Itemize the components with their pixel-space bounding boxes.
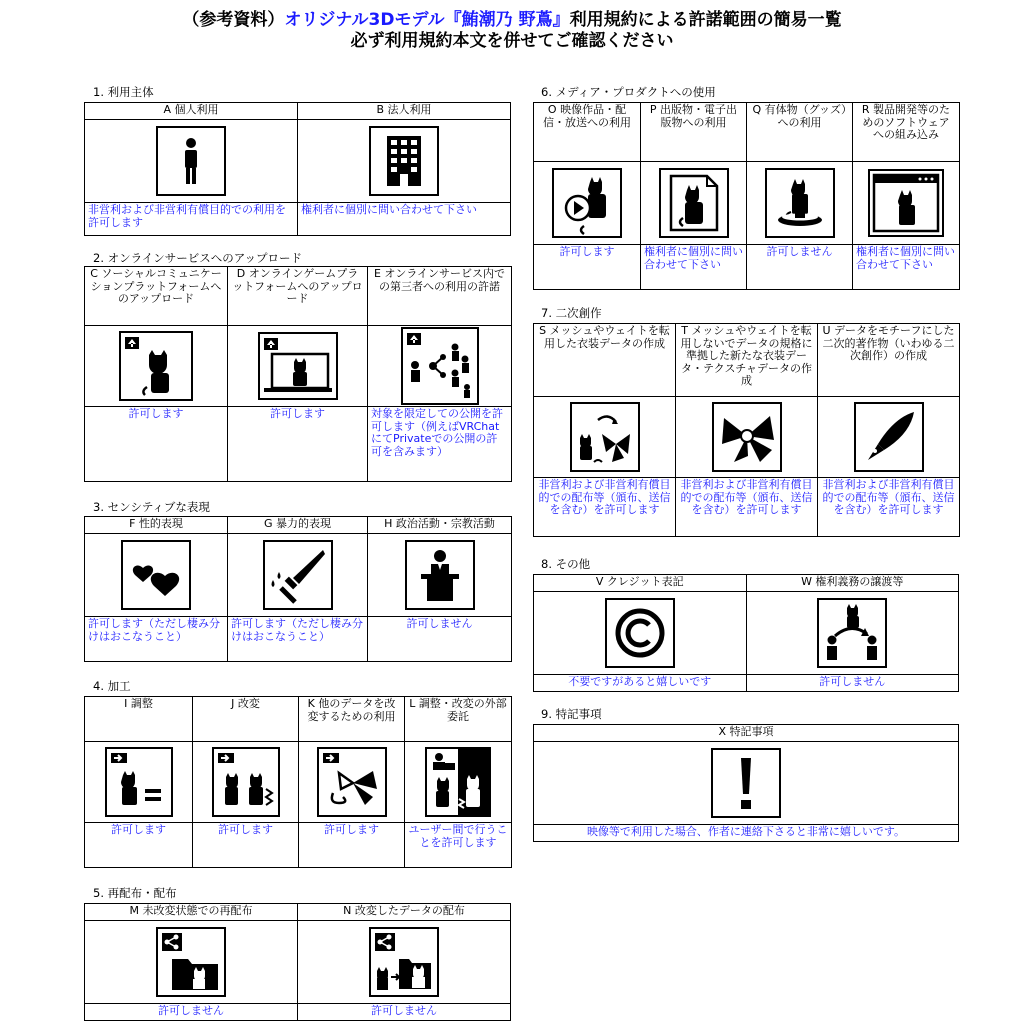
upload-avatar-icon (119, 331, 193, 401)
section-6-table (533, 102, 960, 290)
section-3-table (84, 516, 512, 662)
section-5-title: 5. 再配布・配布 (93, 886, 177, 900)
cell-header-x: X 特記事項 (534, 725, 959, 742)
hearts-icon (121, 540, 191, 610)
cell-header-l: L 調整・改変の外部委託 (405, 697, 512, 742)
cell-header-e: E オンラインサービス内での第三者への利用の許諾 (368, 267, 512, 326)
building-icon (369, 126, 439, 196)
cell-header-p: P 出版物・電子出版物への利用 (641, 103, 747, 162)
cell-header-g: G 暴力的表現 (228, 517, 368, 534)
share-folder-icon (156, 927, 226, 997)
share-modified-icon (369, 927, 439, 997)
cell-header-w: W 権利義務の譲渡等 (746, 575, 959, 592)
figure-icon (765, 168, 835, 238)
title-line-1: （参考資料）オリジナル3Dモデル『鮪潮乃 野蔦』利用規約による許諾範囲の簡易一覧 (182, 10, 842, 30)
section-5-table (84, 903, 511, 1021)
cell-result-l: ユーザー間で行うことを許可します (405, 823, 512, 868)
cell-header-n: N 改変したデータの配布 (298, 904, 511, 921)
podium-icon (405, 540, 475, 610)
cell-result-x: 映像等で利用した場合、作者に連絡下さると非常に嬉しいです。 (534, 825, 959, 842)
bow-large-icon (712, 402, 782, 472)
cell-header-f: F 性的表現 (85, 517, 228, 534)
section-4-title: 4. 加工 (93, 679, 131, 693)
cell-header-h: H 政治活動・宗教活動 (368, 517, 512, 534)
section-2-table (84, 266, 512, 482)
cell-result-a: 非営利および非営利有償目的での利用を許可します (85, 203, 298, 236)
cell-result-t: 非営利および非営利有償目的での配布等（頒布、送信を含む）を許可します (676, 478, 818, 537)
cell-header-q: Q 有体物（グッズ）への利用 (747, 103, 853, 162)
cell-result-c: 許可します (85, 407, 228, 482)
section-8-title: 8. その他 (541, 557, 591, 571)
cell-result-g: 許可します（ただし棲み分けはおこなうこと） (228, 617, 368, 662)
cell-result-m: 許可しません (85, 1004, 298, 1021)
cell-result-b: 権利者に個別に問い合わせて下さい (298, 203, 511, 236)
share-users-icon (401, 327, 479, 405)
cell-result-p: 権利者に個別に問い合わせて下さい (641, 245, 747, 290)
cell-header-b: B 法人利用 (298, 103, 511, 120)
cell-header-o: O 映像作品・配信・放送への利用 (534, 103, 641, 162)
cell-header-m: M 未改変状態での再配布 (85, 904, 298, 921)
cell-header-s: S メッシュやウェイトを転用した衣装データの作成 (534, 324, 676, 397)
cell-result-w: 許可しません (746, 675, 959, 692)
section-7-title: 7. 二次創作 (541, 306, 602, 320)
modify-icon (212, 747, 280, 817)
cell-result-f: 許可します（ただし棲み分けはおこなうこと） (85, 617, 228, 662)
transfer-icon (817, 598, 887, 668)
upload-screen-icon (258, 332, 338, 400)
cell-header-d: D オンラインゲームプラットフォームへのアップロード (228, 267, 368, 326)
exclamation-icon (711, 748, 781, 818)
cell-result-v: 不要ですがあると嬉しいです (534, 675, 747, 692)
cell-result-j: 許可します (193, 823, 299, 868)
pen-icon (854, 402, 924, 472)
section-6-title: 6. メディア・プロダクトへの使用 (541, 85, 716, 99)
cell-header-i: I 調整 (85, 697, 193, 742)
cell-header-v: V クレジット表記 (534, 575, 747, 592)
cell-result-n: 許可しません (298, 1004, 511, 1021)
cell-result-d: 許可します (228, 407, 368, 482)
section-2-title: 2. オンラインサービスへのアップロード (93, 251, 302, 265)
cell-header-t: T メッシュやウェイトを転用しないでデータの規格に準拠した新たな衣装データ・テクスチャデータの作成 (676, 324, 818, 397)
bow-icon (317, 747, 387, 817)
section-9-table (533, 724, 959, 842)
cell-result-u: 非営利および非営利有償目的での配布等（頒布、送信を含む）を許可します (818, 478, 960, 537)
costume-icon (570, 402, 640, 472)
publication-icon (659, 168, 729, 238)
cell-header-j: J 改変 (193, 697, 299, 742)
outsource-icon (425, 747, 491, 817)
cell-result-o: 許可します (534, 245, 641, 290)
cell-header-a: A 個人利用 (85, 103, 298, 120)
cell-header-k: K 他のデータを改変するための利用 (299, 697, 405, 742)
page-title (0, 10, 1024, 52)
software-icon (868, 169, 944, 237)
section-9-title: 9. 特記事項 (541, 707, 602, 721)
section-1-table (84, 102, 511, 236)
cell-result-e: 対象を限定しての公開を許可します（例えばVRChatにてPrivateでの公開の許可を含みます） (368, 407, 512, 482)
video-icon (552, 168, 622, 238)
cell-header-r: R 製品開発等のためのソフトウェアへの組み込み (853, 103, 960, 162)
copyright-icon (605, 598, 675, 668)
cell-result-h: 許可しません (368, 617, 512, 662)
cell-result-k: 許可します (299, 823, 405, 868)
cell-result-s: 非営利および非営利有償目的での配布等（頒布、送信を含む）を許可します (534, 478, 676, 537)
section-1-title: 1. 利用主体 (93, 85, 154, 99)
title-line-2: 必ず利用規約本文を併せてご確認ください (350, 31, 674, 51)
cell-result-i: 許可します (85, 823, 193, 868)
person-icon (156, 126, 226, 196)
cell-result-q: 許可しません (747, 245, 853, 290)
section-3-title: 3. センシティブな表現 (93, 500, 210, 514)
cell-result-r: 権利者に個別に問い合わせて下さい (853, 245, 960, 290)
adjust-icon (105, 747, 173, 817)
cell-header-u: U データをモチーフにした二次的著作物（いわゆる二次創作）の作成 (818, 324, 960, 397)
section-7-table (533, 323, 960, 537)
cell-header-c: C ソーシャルコミュニケーションプラットフォームへのアップロード (85, 267, 228, 326)
section-8-table (533, 574, 959, 692)
knife-icon (263, 540, 333, 610)
section-4-table (84, 696, 512, 868)
